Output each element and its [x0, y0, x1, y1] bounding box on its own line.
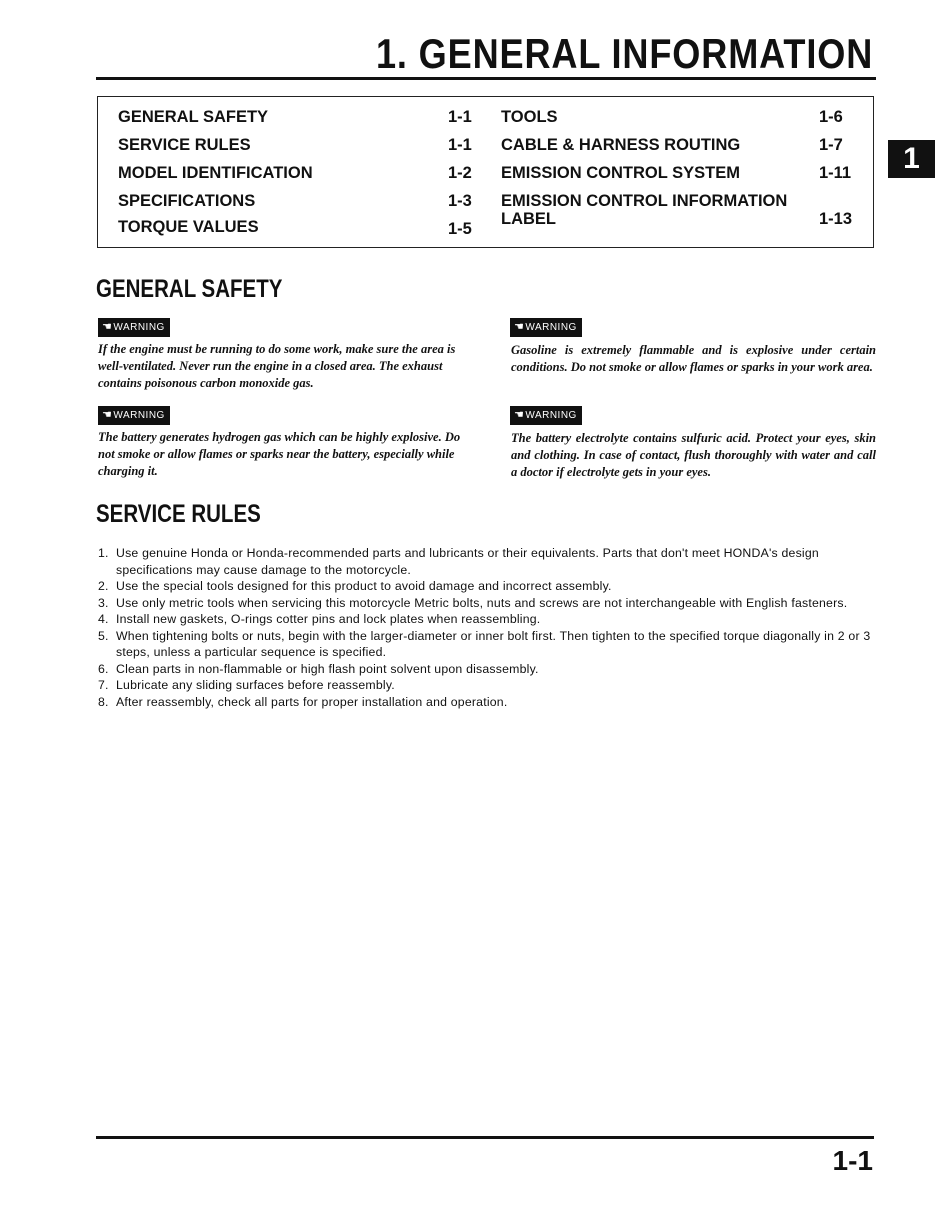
- toc-item-label: EMISSION CONTROL INFORMATION: [501, 192, 788, 210]
- warning-text: Gasoline is extremely flammable and is explosive under certain conditions. Do not smoke or allow flames or sparks in your work area.: [511, 343, 876, 374]
- list-item-number: 4.: [98, 612, 109, 626]
- warning-badge: [98, 318, 170, 337]
- list-item-number: 8.: [98, 694, 109, 709]
- service-rules-list: [98, 545, 876, 710]
- general-safety-heading: GENERAL SAFETY: [96, 275, 283, 303]
- list-item: [98, 578, 876, 595]
- toc-item-page: 1-7: [819, 136, 843, 154]
- list-item-number: 1.: [98, 546, 109, 560]
- list-item-number: 6.: [98, 661, 109, 676]
- page-number: 1-1: [832, 1145, 873, 1176]
- warning-badge-label: WARNING: [113, 410, 165, 421]
- list-item: [98, 677, 876, 694]
- list-item-text: Use genuine Honda or Honda-recommended parts and lubricants or their equivalents. Parts that don't meet HONDA's design specifications may cause damage to the motorcycle.: [116, 546, 819, 577]
- toc-item-page: 1-1: [448, 108, 472, 126]
- toc-item[interactable]: [501, 192, 851, 232]
- toc-item-label-continued: LABEL: [501, 210, 556, 228]
- list-item: [98, 661, 876, 678]
- warning-badge: [510, 406, 582, 425]
- toc-item-page: 1-2: [448, 164, 472, 182]
- warning-badge-label: WARNING: [113, 322, 165, 333]
- toc-item-label: EMISSION CONTROL SYSTEM: [501, 164, 740, 182]
- list-item-text: When tightening bolts or nuts, begin with the larger-diameter or inner bolt first. Then tighten to the specified torque diagonally in 2 or 3 steps, unless a particular sequence is specified.: [116, 628, 871, 659]
- list-item: [98, 545, 876, 578]
- list-item: [98, 595, 876, 612]
- warning-text: The battery generates hydrogen gas which can be highly explosive. Do not smoke or allow flames or sparks near the battery, especially while charging it.: [98, 430, 461, 478]
- title-rule: [96, 77, 876, 80]
- toc-item-page: 1-6: [819, 108, 843, 126]
- list-item-number: 5.: [98, 628, 109, 643]
- hand-warning-icon: ☚: [514, 409, 525, 421]
- hand-warning-icon: ☚: [102, 409, 113, 421]
- footer-rule: [96, 1136, 874, 1139]
- list-item: [98, 628, 876, 661]
- toc-item-page: 1-3: [448, 192, 472, 210]
- toc-item-label: GENERAL SAFETY: [118, 108, 269, 126]
- toc-item-label: SERVICE RULES: [118, 136, 251, 154]
- warning-badge: [98, 406, 170, 425]
- list-item-text: After reassembly, check all parts for proper installation and operation.: [116, 694, 508, 709]
- list-item-text: Use only metric tools when servicing this motorcycle Metric bolts, nuts and screws are not interchangeable with English fasteners.: [116, 595, 848, 610]
- list-item: [98, 611, 876, 628]
- table-of-contents: [97, 96, 874, 248]
- warning-badge-label: WARNING: [525, 410, 577, 421]
- warning-badge-label: WARNING: [525, 322, 577, 333]
- toc-item-page: 1-5: [448, 220, 472, 238]
- toc-item-page: 1-11: [819, 164, 852, 182]
- list-item-text: Use the special tools designed for this product to avoid damage and incorrect assembly.: [116, 579, 612, 593]
- toc-item-label: SPECIFICATIONS: [118, 192, 256, 210]
- warning-text: If the engine must be running to do some work, make sure the area is well-ventilated. Never run the engine in a closed area. The exhaust contains poisonous carbon monoxide gas.: [98, 342, 456, 390]
- toc-item-page: 1-13: [819, 210, 853, 228]
- warning-badge: [510, 318, 582, 337]
- warning-text: The battery electrolyte contains sulfuric acid. Protect your eyes, skin and clothing. In case of contact, flush thoroughly with water and call a doctor if electrolyte gets in your eyes.: [511, 431, 876, 479]
- toc-item-label: TORQUE VALUES: [118, 218, 259, 236]
- toc-item-label: TOOLS: [501, 108, 558, 126]
- list-item: [98, 694, 876, 711]
- list-item-text: Lubricate any sliding surfaces before reassembly.: [116, 678, 395, 692]
- hand-warning-icon: ☚: [102, 321, 113, 333]
- list-item-number: 2.: [98, 579, 109, 593]
- list-item-number: 7.: [98, 678, 109, 692]
- list-item-text: Install new gaskets, O-rings cotter pins and lock plates when reassembling.: [116, 612, 541, 626]
- chapter-tab: 1: [888, 140, 935, 178]
- list-item-number: 3.: [98, 595, 109, 610]
- chapter-title: 1. GENERAL INFORMATION: [375, 30, 873, 77]
- toc-item-page: 1-1: [448, 136, 472, 154]
- toc-item-label: MODEL IDENTIFICATION: [118, 164, 313, 182]
- hand-warning-icon: ☚: [514, 321, 525, 333]
- list-item-text: Clean parts in non-flammable or high flash point solvent upon disassembly.: [116, 661, 539, 676]
- service-rules-heading: SERVICE RULES: [96, 500, 261, 528]
- toc-item-label: CABLE & HARNESS ROUTING: [501, 136, 741, 154]
